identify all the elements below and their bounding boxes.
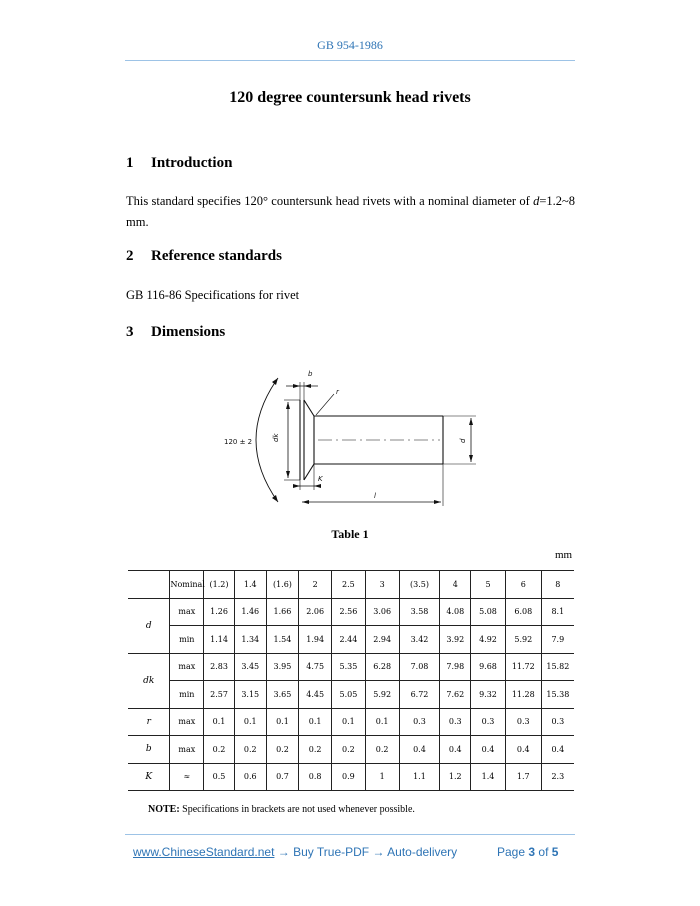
b-arrow-left	[293, 384, 300, 388]
table-cell: 0.1	[266, 708, 299, 736]
row-label: max	[170, 653, 204, 681]
section-number: 1	[126, 155, 134, 171]
section-heading-dimensions	[126, 324, 225, 341]
table-note	[148, 804, 415, 815]
table-cell: 0.8	[299, 763, 332, 791]
table-caption: Table 1	[331, 527, 369, 541]
table-cell: 4.08	[440, 598, 471, 626]
table-cell: (1.2)	[204, 571, 235, 599]
table-row	[128, 763, 574, 791]
table-cell: 0.2	[204, 736, 235, 764]
table-row	[128, 571, 574, 599]
table-cell: 1.94	[299, 626, 332, 654]
page-title: 120 degree countersunk head rivets	[229, 89, 471, 106]
k-arrow-right	[314, 484, 321, 488]
b-arrow-right	[304, 384, 311, 388]
site-link[interactable]: www.ChineseStandard.net	[133, 845, 275, 859]
rivet-diagram	[214, 360, 494, 510]
table-cell: 15.38	[541, 681, 574, 709]
footer-arrow: →	[274, 845, 294, 859]
table-row	[128, 736, 574, 764]
table-row	[128, 626, 574, 654]
row-label: max	[170, 736, 204, 764]
table-cell: 0.3	[399, 708, 440, 736]
l-label: l	[374, 492, 376, 500]
intro-variable: d	[533, 194, 540, 208]
table-cell: 0.7	[266, 763, 299, 791]
table-cell: 8	[541, 571, 574, 599]
table-cell: 1.26	[204, 598, 235, 626]
table-cell: 11.28	[505, 681, 541, 709]
table-cell: 0.1	[299, 708, 332, 736]
b-label: b	[308, 370, 313, 378]
d-label: d	[459, 438, 467, 443]
table-row	[128, 708, 574, 736]
table-cell: 1.34	[234, 626, 266, 654]
table-cell: 5.35	[332, 653, 366, 681]
table-cell: 3.06	[365, 598, 399, 626]
table-cell: 7.62	[440, 681, 471, 709]
table-cell: 6.28	[365, 653, 399, 681]
parameter-symbol: b	[128, 736, 170, 764]
parameter-symbol: d	[128, 598, 170, 653]
buy-pdf-link[interactable]: Buy True-PDF	[293, 845, 370, 859]
table-cell: 0.2	[234, 736, 266, 764]
table-cell: 0.1	[204, 708, 235, 736]
table-cell: 0.1	[365, 708, 399, 736]
table-row	[128, 653, 574, 681]
section-title: Introduction	[151, 155, 233, 171]
table-cell: 2.06	[299, 598, 332, 626]
row-label: min	[170, 626, 204, 654]
table-cell: 1.1	[399, 763, 440, 791]
table-cell: 4.75	[299, 653, 332, 681]
table-corner-cell	[128, 571, 170, 599]
table-cell: 9.68	[471, 653, 506, 681]
table-cell: 6.08	[505, 598, 541, 626]
table-cell: 3.92	[440, 626, 471, 654]
table-cell: 0.2	[266, 736, 299, 764]
table-cell: 2.56	[332, 598, 366, 626]
dk-label: dk	[272, 433, 280, 442]
r-label: r	[336, 388, 339, 396]
l-arrow-right	[434, 500, 441, 504]
table-cell: 3.58	[399, 598, 440, 626]
parameter-symbol: dk	[128, 653, 170, 708]
table-cell: 3.15	[234, 681, 266, 709]
header-divider	[125, 60, 575, 61]
dk-arrow-top	[286, 402, 290, 409]
table-cell: 5.08	[471, 598, 506, 626]
dk-arrow-bottom	[286, 471, 290, 478]
table-cell: 3.65	[266, 681, 299, 709]
table-cell: 0.4	[541, 736, 574, 764]
section-heading-introduction	[126, 155, 232, 172]
note-label: NOTE:	[148, 804, 180, 815]
angle-label: 120 ± 2	[224, 438, 253, 446]
table-cell: 0.2	[332, 736, 366, 764]
table-cell: 0.4	[505, 736, 541, 764]
table-cell: 3.45	[234, 653, 266, 681]
table-cell: (1.6)	[266, 571, 299, 599]
row-label: max	[170, 598, 204, 626]
table-cell: 0.3	[471, 708, 506, 736]
table-cell: 1.66	[266, 598, 299, 626]
table-cell: 8.1	[541, 598, 574, 626]
table-cell: 6.72	[399, 681, 440, 709]
table-cell: 1.4	[471, 763, 506, 791]
section-number: 3	[126, 324, 134, 340]
head-cone	[304, 400, 314, 480]
table-cell: 7.9	[541, 626, 574, 654]
table-cell: 3.42	[399, 626, 440, 654]
table-cell: 11.72	[505, 653, 541, 681]
table-cell: 5.05	[332, 681, 366, 709]
dimensions-table	[128, 570, 574, 791]
table-cell: 0.4	[440, 736, 471, 764]
footer-divider	[125, 834, 575, 835]
angle-arrow-bottom	[272, 495, 278, 502]
angle-arrow-top	[272, 378, 278, 385]
table-cell: 3.95	[266, 653, 299, 681]
table-cell: 0.5	[204, 763, 235, 791]
page-indicator	[497, 845, 558, 859]
footer-links	[133, 845, 457, 859]
k-label: K	[318, 475, 323, 483]
table-cell: 0.3	[440, 708, 471, 736]
table-cell: 0.1	[332, 708, 366, 736]
intro-text: This standard specifies 120° countersunk head rivets with a nominal diameter of	[126, 194, 534, 208]
table-cell: 0.2	[299, 736, 332, 764]
table-cell: 5.92	[365, 681, 399, 709]
note-text: Specifications in brackets are not used whenever possible.	[179, 804, 415, 815]
table-cell: 1.54	[266, 626, 299, 654]
table-cell: 0.3	[505, 708, 541, 736]
reference-paragraph: GB 116-86 Specifications for rivet	[126, 288, 300, 302]
table-cell: 1.14	[204, 626, 235, 654]
page-total: 5	[551, 845, 559, 859]
table-row	[128, 681, 574, 709]
table-cell: 5	[471, 571, 506, 599]
table-cell: 0.4	[399, 736, 440, 764]
table-cell: 2.57	[204, 681, 235, 709]
table-cell: 1	[365, 763, 399, 791]
table-cell: 4.92	[471, 626, 506, 654]
table-cell: 2	[299, 571, 332, 599]
intro-text-end: =1.2~8 mm.	[126, 194, 575, 229]
table-cell: 0.1	[234, 708, 266, 736]
table-cell: 1.7	[505, 763, 541, 791]
table-cell: 2.83	[204, 653, 235, 681]
table-cell: 1.46	[234, 598, 266, 626]
footer-arrow: →	[369, 845, 388, 859]
table-cell: 2.44	[332, 626, 366, 654]
row-label: max	[170, 708, 204, 736]
table-cell: 7.98	[440, 653, 471, 681]
r-leader	[316, 394, 334, 415]
table-row	[128, 598, 574, 626]
row-label: ≈	[170, 763, 204, 791]
section-heading-reference	[126, 248, 282, 265]
table-cell: 2.3	[541, 763, 574, 791]
page-word: Page	[497, 845, 526, 859]
intro-paragraph	[126, 191, 575, 233]
table-cell: 9.32	[471, 681, 506, 709]
table-cell: 15.82	[541, 653, 574, 681]
d-arrow-top	[469, 418, 473, 425]
section-number: 2	[126, 248, 134, 264]
section-title: Reference standards	[151, 248, 282, 264]
table-cell: 0.4	[471, 736, 506, 764]
table-cell: (3.5)	[399, 571, 440, 599]
table-cell: 0.3	[541, 708, 574, 736]
table-cell: 1.4	[234, 571, 266, 599]
row-label: Nominal	[170, 571, 204, 599]
table-cell: 4	[440, 571, 471, 599]
table-unit: mm	[555, 549, 573, 561]
table-cell: 2.94	[365, 626, 399, 654]
table-cell: 4.45	[299, 681, 332, 709]
table-cell: 2.5	[332, 571, 366, 599]
parameter-symbol: r	[128, 708, 170, 736]
section-title: Dimensions	[151, 324, 226, 340]
table-cell: 0.6	[234, 763, 266, 791]
table-cell: 6	[505, 571, 541, 599]
d-arrow-bottom	[469, 455, 473, 462]
page-number: 3	[528, 845, 536, 859]
table-cell: 1.2	[440, 763, 471, 791]
header-standard-code: GB 954-1986	[317, 38, 383, 52]
row-label: min	[170, 681, 204, 709]
parameter-symbol: K	[128, 763, 170, 791]
table-cell: 0.9	[332, 763, 366, 791]
of-word: of	[538, 845, 549, 859]
table-cell: 3	[365, 571, 399, 599]
table-cell: 0.2	[365, 736, 399, 764]
l-arrow-left	[302, 500, 309, 504]
table-cell: 7.08	[399, 653, 440, 681]
table-cell: 5.92	[505, 626, 541, 654]
auto-delivery-text: Auto-delivery	[387, 845, 458, 859]
k-arrow-left	[293, 484, 300, 488]
